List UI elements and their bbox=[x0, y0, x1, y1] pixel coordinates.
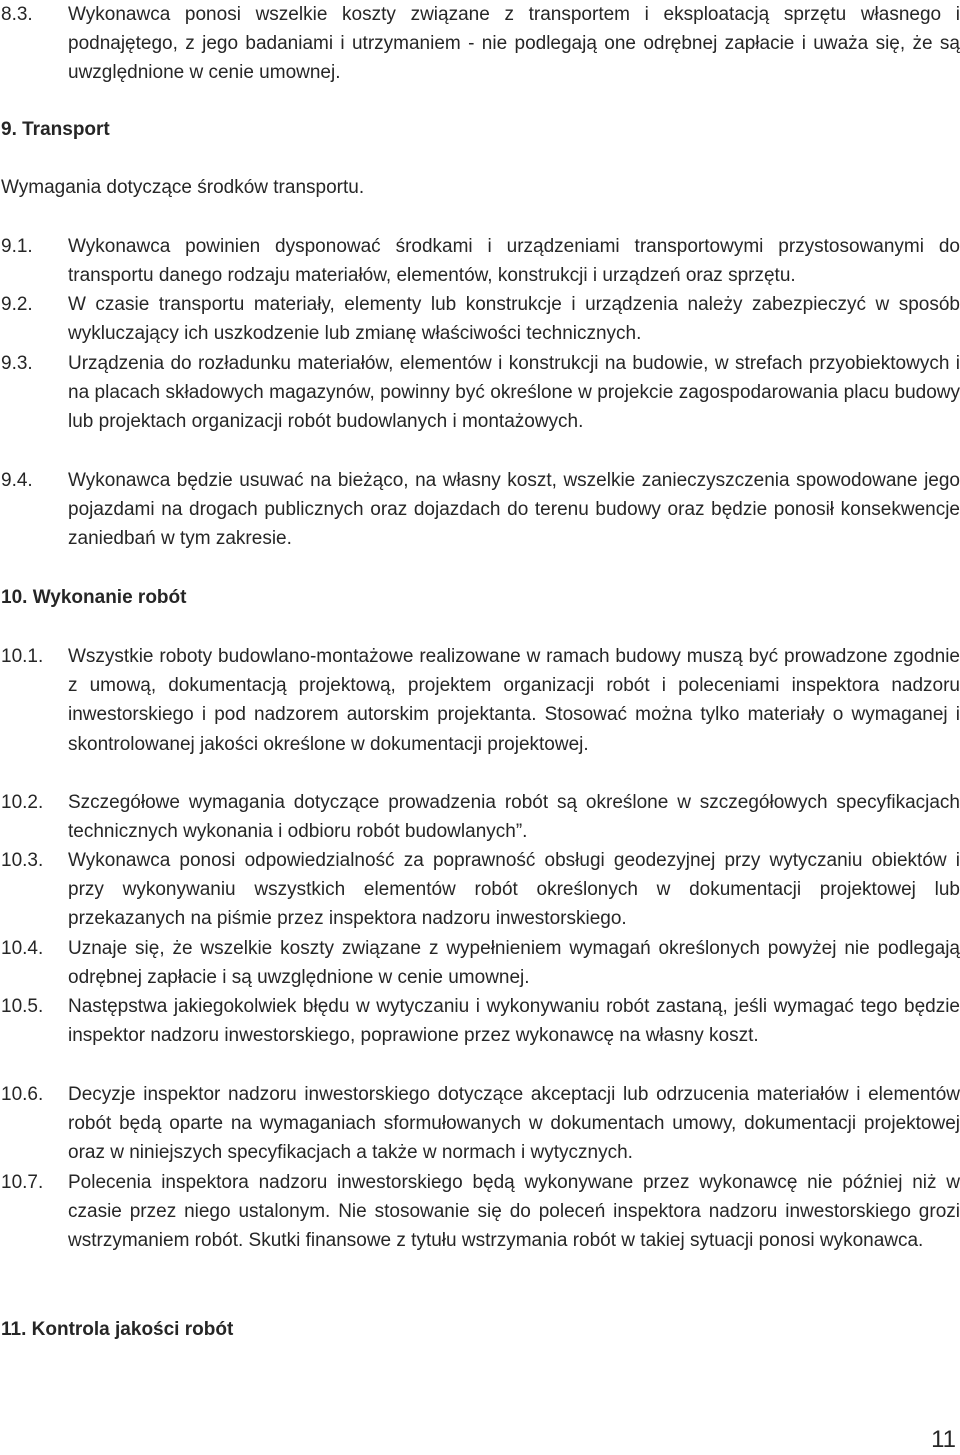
clause-number: 9.3. bbox=[1, 353, 33, 374]
clause-text: Wykonawca będzie usuwać na bieżąco, na własny koszt, wszelkie zanieczyszczenia spowodowane jego pojazdami na drogach publicznych oraz dojazdach do terenu budowy oraz będzie ponosił konsekwencje zaniedbań w tym zakresie. bbox=[68, 470, 960, 550]
clause-text: Polecenia inspektora nadzoru inwestorskiego będą wykonywane przez wykonawcę nie później niż w czasie przez niego ustalonym. Nie stosowanie się do poleceń inspektora nadzoru inwestorskiego grozi wstrzymaniem robót. Skutki finansowe z tytułu wstrzymania robót w takiej sytuacji ponosi wykonawca. bbox=[68, 1172, 960, 1252]
section-heading-kontrola: 11. Kontrola jakości robót bbox=[1, 1319, 234, 1340]
clause-10-1 bbox=[0, 642, 960, 759]
clause-text: Wszystkie roboty budowlano-montażowe realizowane w ramach budowy muszą być prowadzone zgodnie z umową, dokumentacją projektową, projektem organizacji robót i poleceniami inspektora nadzoru inwestorskiego i pod nadzorem autorskim projektanta. Stosować można tylko materiały o wymaganej i skontrolowanej jakości określone w dokumentacji projektowej. bbox=[68, 646, 960, 755]
clause-8-3 bbox=[0, 0, 960, 88]
clause-text: Szczegółowe wymagania dotyczące prowadzenia robót są określone w szczegółowych specyfikacjach technicznych wykonania i odbioru robót budowlanych”. bbox=[68, 792, 960, 843]
clause-number: 10.2. bbox=[1, 792, 44, 813]
section-heading-transport: 9. Transport bbox=[1, 119, 110, 140]
clause-number: 9.2. bbox=[1, 294, 33, 315]
clause-number: 10.1. bbox=[1, 646, 44, 667]
clause-9-3 bbox=[0, 349, 960, 437]
clause-10-4 bbox=[0, 934, 960, 992]
clause-10-5 bbox=[0, 992, 960, 1050]
clause-9-4 bbox=[0, 466, 960, 554]
clause-number: 10.6. bbox=[1, 1084, 44, 1105]
clause-9-1 bbox=[0, 232, 960, 290]
clause-text: Wykonawca ponosi odpowiedzialność za poprawność obsługi geodezyjnej przy wytyczaniu obiektów i przy wykonywaniu wszystkich elementów robót określonych w dokumentacji projektowej lub przekazanych na piśmie przez inspektora nadzoru inwestorskiego. bbox=[68, 850, 960, 930]
clause-number: 9.4. bbox=[1, 470, 33, 491]
clause-10-3 bbox=[0, 846, 960, 934]
clause-text: Wykonawca ponosi wszelkie koszty związane z transportem i eksploatacją sprzętu własnego i podnajętego, z jego badaniami i utrzymaniem - nie podlegają one odrębnej zapłacie i uważa się, że są uwzględnione w cenie umownej. bbox=[68, 4, 960, 84]
clause-text: Wykonawca powinien dysponować środkami i urządzeniami transportowymi przystosowanymi do transportu danego rodzaju materiałów, elementów, konstrukcji i urządzeń oraz sprzętu. bbox=[68, 236, 960, 287]
clause-number: 10.4. bbox=[1, 938, 44, 959]
clause-text: Uznaje się, że wszelkie koszty związane z wypełnieniem wymagań określonych powyżej nie podlegają odrębnej zapłacie i są uwzględnione w cenie umownej. bbox=[68, 938, 960, 989]
clause-number: 9.1. bbox=[1, 236, 33, 257]
clause-10-7 bbox=[0, 1168, 960, 1256]
section-heading-wykonanie: 10. Wykonanie robót bbox=[1, 587, 187, 608]
clause-text: Urządzenia do rozładunku materiałów, elementów i konstrukcji na budowie, w strefach przyobiektowych i na placach składowych magazynów, powinny być określone w projekcie zagospodarowania placu budowy lub projektach organizacji robót budowlanych i montażowych. bbox=[68, 353, 960, 433]
page-number: 11 bbox=[931, 1426, 956, 1453]
clause-number: 10.3. bbox=[1, 850, 44, 871]
clause-10-2 bbox=[0, 788, 960, 846]
clause-number: 10.5. bbox=[1, 996, 44, 1017]
clause-text: Decyzje inspektor nadzoru inwestorskiego dotyczące akceptacji lub odrzucenia materiałów i elementów robót będą oparte na wymaganiach sformułowanych w dokumentach umowy, dokumentacji projektowej oraz w niniejszych specyfikacjach a także w normach i wytycznych. bbox=[68, 1084, 960, 1164]
clause-10-6 bbox=[0, 1080, 960, 1168]
clause-9-2 bbox=[0, 290, 960, 348]
clause-text: Następstwa jakiegokolwiek błędu w wytyczaniu i wykonywaniu robót zastaną, jeśli wymagać tego będzie inspektor nadzoru inwestorskiego, poprawione przez wykonawcę na własny koszt. bbox=[68, 996, 960, 1047]
clause-number: 10.7. bbox=[1, 1172, 44, 1193]
clause-text: W czasie transportu materiały, elementy lub konstrukcje i urządzenia należy zabezpieczyć w sposób wykluczający ich uszkodzenie lub zmianę właściwości technicznych. bbox=[68, 294, 960, 345]
section-intro: Wymagania dotyczące środków transportu. bbox=[1, 177, 365, 198]
clause-number: 8.3. bbox=[1, 4, 33, 25]
